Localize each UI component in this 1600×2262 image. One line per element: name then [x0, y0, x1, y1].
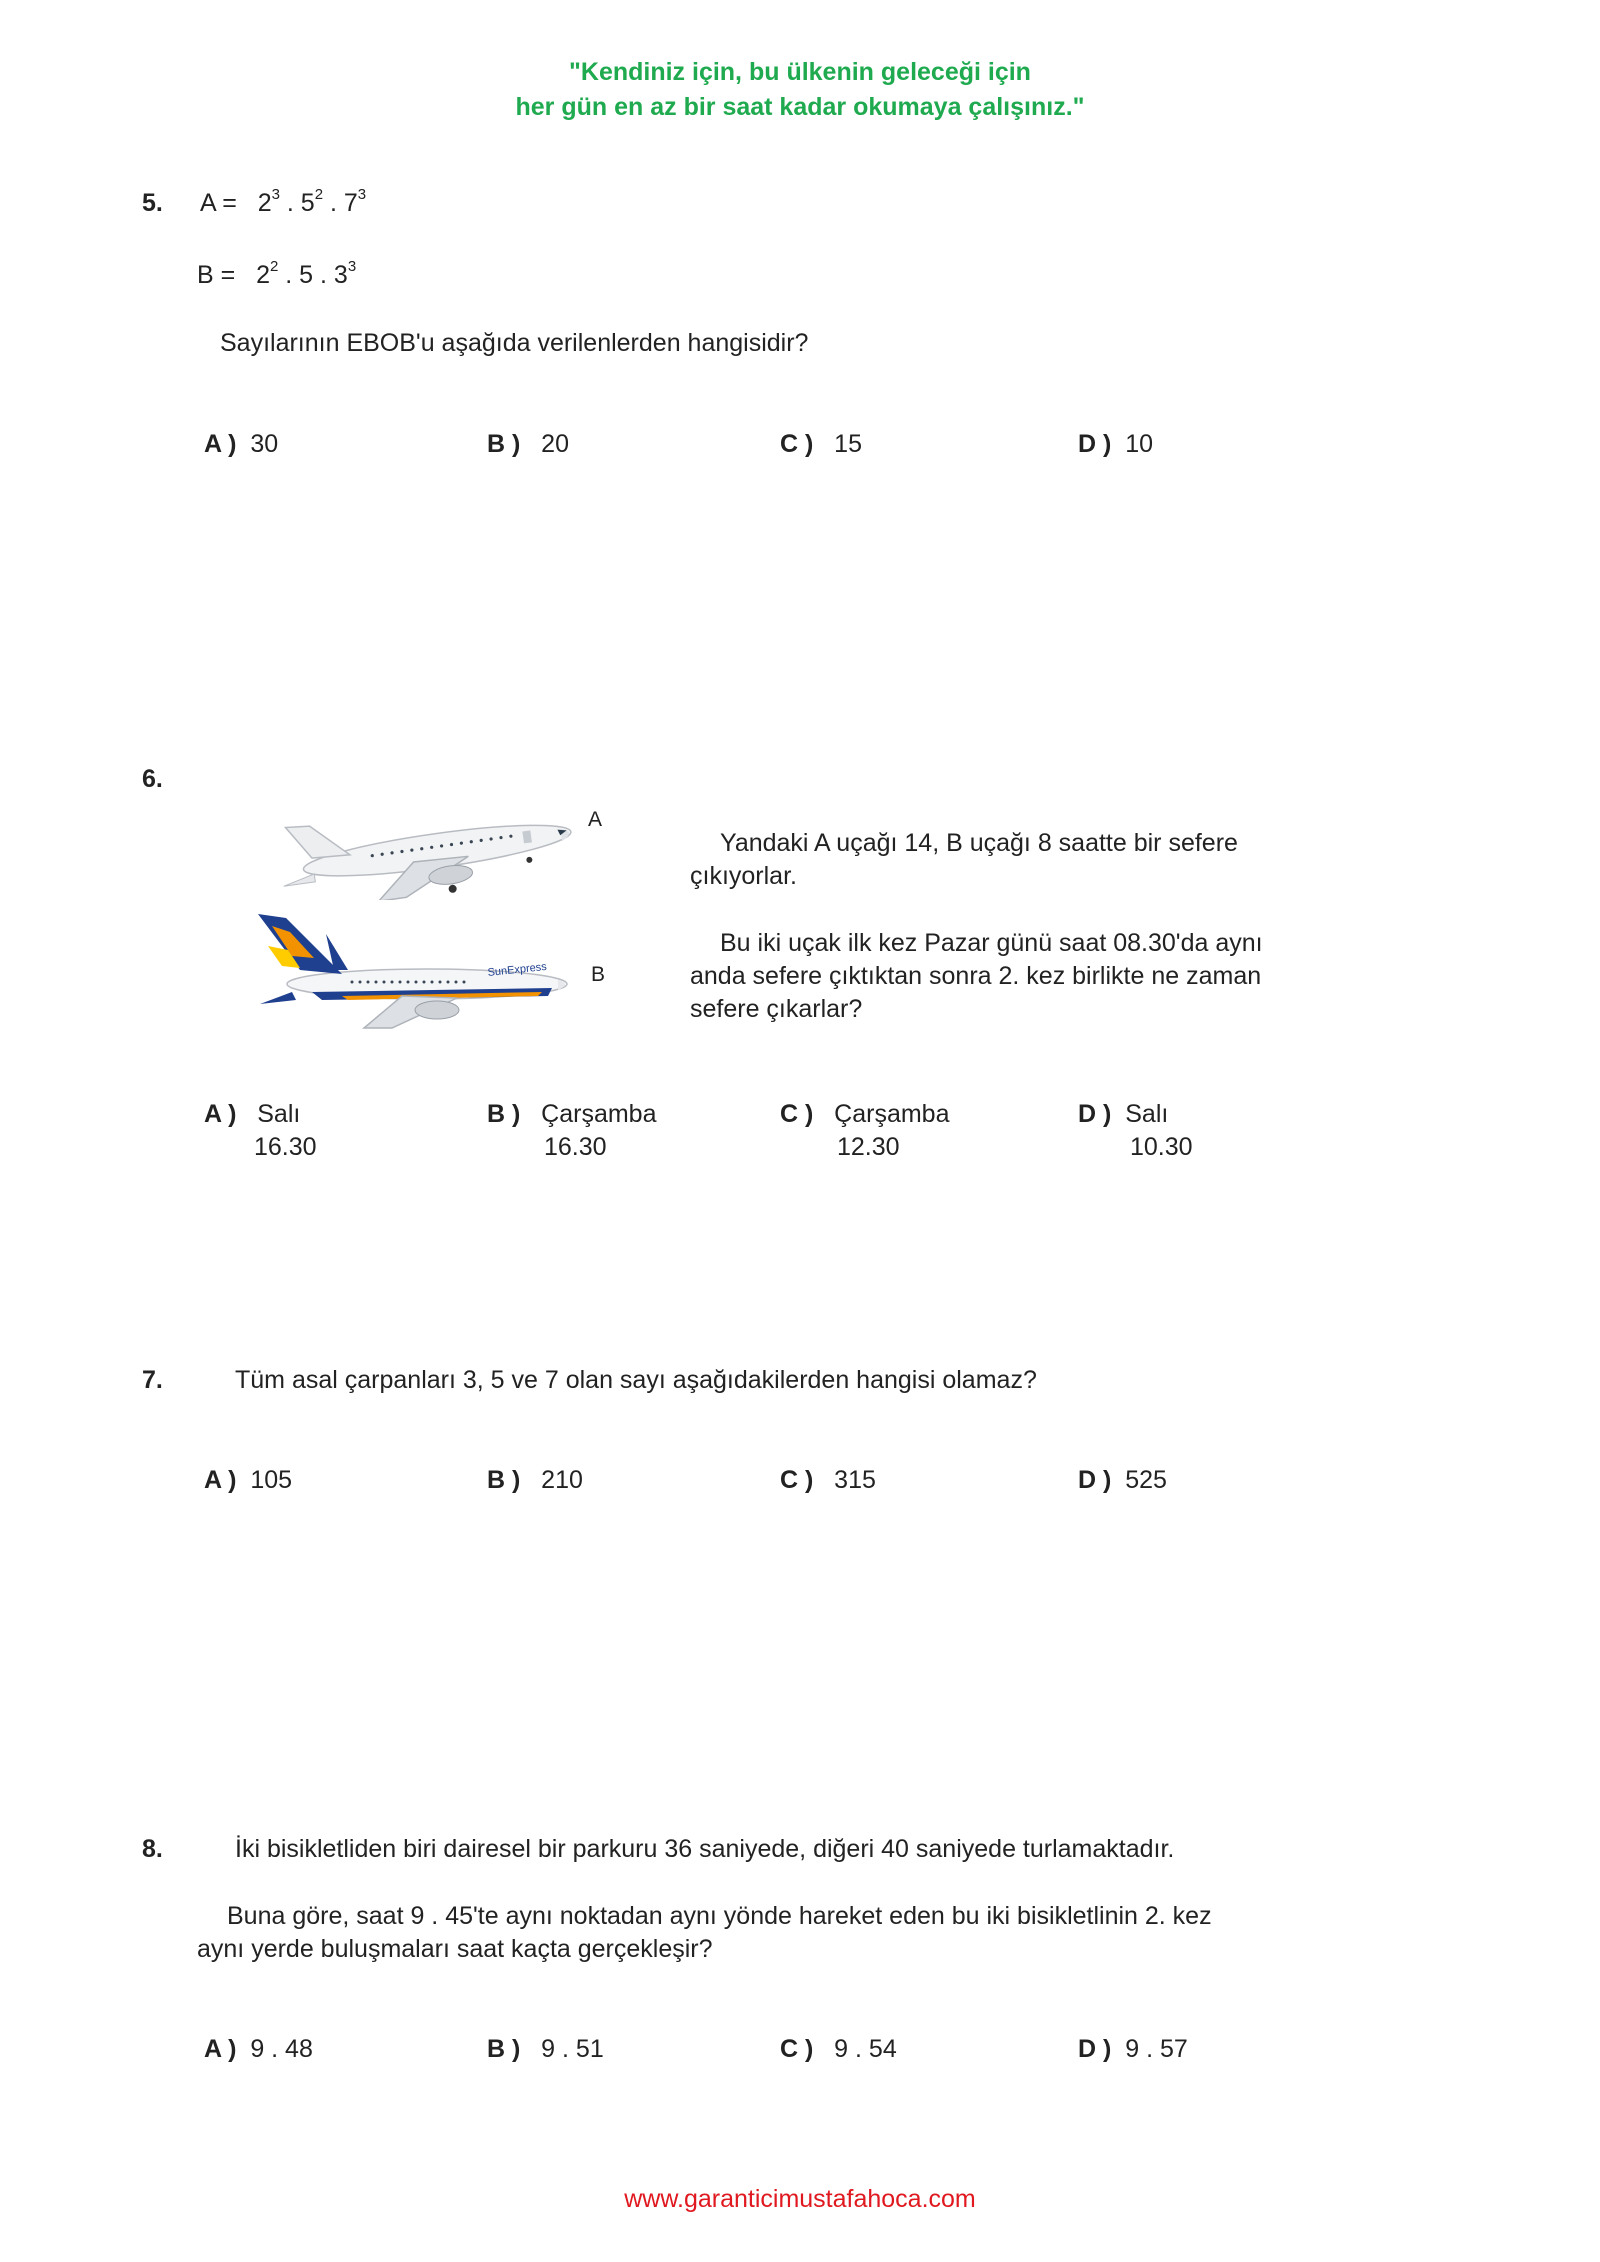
term-base: 3: [333, 261, 348, 289]
plane-b-image: [252, 910, 572, 1030]
term-exponent: 3: [271, 186, 280, 203]
option-d[interactable]: [1078, 1466, 1167, 1495]
set-a-label: A =: [200, 189, 237, 217]
dot-separator: .: [323, 189, 344, 217]
plane-b-label: B: [591, 963, 606, 986]
option-text: 525: [1125, 1466, 1167, 1494]
option-letter: B ): [487, 1466, 521, 1494]
option-d[interactable]: [1078, 430, 1153, 459]
plane-a-image: [272, 800, 582, 900]
option-letter: D ): [1078, 2035, 1112, 2063]
option-letter: B ): [487, 1100, 521, 1128]
option-letter: A ): [204, 1466, 237, 1494]
question-number: 6.: [142, 765, 163, 793]
option-b[interactable]: [487, 1098, 657, 1164]
plane-b-livery-text: SunExpress: [487, 960, 548, 979]
option-c[interactable]: [780, 2035, 897, 2064]
option-text: 20: [541, 430, 569, 458]
option-letter: D ): [1078, 1100, 1112, 1128]
option-b[interactable]: [487, 2035, 604, 2064]
question-text-line3: aynı yerde buluşmaları saat kaçta gerçekleşir?: [197, 1935, 713, 1963]
set-a-expression: [200, 186, 367, 218]
option-c[interactable]: [780, 430, 862, 459]
option-text: 9 . 57: [1125, 2035, 1188, 2063]
option-text: 30: [250, 430, 279, 458]
option-text: 105: [250, 1466, 293, 1494]
motto-line-2: her gün en az bir saat kadar okumaya çalışınız.": [515, 93, 1085, 121]
option-day: Çarşamba: [541, 1100, 657, 1128]
option-d[interactable]: [1078, 2035, 1188, 2064]
option-text: 315: [834, 1466, 876, 1494]
dot-separator: .: [313, 261, 334, 289]
term-base: 5: [299, 261, 314, 289]
option-letter: B ): [487, 2035, 521, 2063]
option-b[interactable]: [487, 1466, 583, 1495]
option-time: 12.30: [837, 1133, 900, 1161]
term-exponent: 3: [347, 258, 357, 275]
option-time: 10.30: [1130, 1133, 1193, 1161]
option-a[interactable]: [204, 2035, 313, 2064]
option-letter: C ): [780, 2035, 814, 2063]
option-day: Çarşamba: [834, 1100, 950, 1128]
term-base: 2: [257, 189, 272, 217]
question-number: 8.: [142, 1835, 163, 1863]
question-text: Sayılarının EBOB'u aşağıda verilenlerden hangisidir?: [220, 329, 809, 357]
question-text-p2: Bu iki uçak ilk kez Pazar günü saat 08.30'da aynı anda sefere çıktıktan sonra 2. kez birlikte ne zaman sefere çıkarlar?: [690, 929, 1263, 1023]
option-d[interactable]: [1078, 1098, 1193, 1164]
question-text: Tüm asal çarpanları 3, 5 ve 7 olan sayı aşağıdakilerden hangisi olamaz?: [235, 1366, 1037, 1394]
option-text: 9 . 51: [541, 2035, 604, 2063]
term-exponent: 2: [314, 186, 324, 203]
option-letter: A ): [204, 430, 237, 458]
option-letter: C ): [780, 430, 814, 458]
option-c[interactable]: [780, 1098, 950, 1164]
option-letter: D ): [1078, 1466, 1112, 1494]
option-text: 9 . 48: [250, 2035, 313, 2063]
question-text-line2: Buna göre, saat 9 . 45'te aynı noktadan aynı yönde hareket eden bu iki bisikletlinin 2. kez: [227, 1902, 1212, 1930]
option-text: 210: [541, 1466, 583, 1494]
option-a[interactable]: [204, 1466, 292, 1495]
question-text-p1: Yandaki A uçağı 14, B uçağı 8 saatte bir sefere çıkıyorlar.: [690, 829, 1238, 890]
term-base: 7: [343, 189, 358, 217]
option-b[interactable]: [487, 430, 569, 459]
question-number: 7.: [142, 1366, 163, 1394]
option-letter: A ): [204, 2035, 237, 2063]
option-letter: A ): [204, 1100, 237, 1128]
option-text: 15: [834, 430, 862, 458]
footer-website-link[interactable]: www.garanticimustafahoca.com: [624, 2185, 976, 2213]
option-letter: D ): [1078, 430, 1112, 458]
option-letter: C ): [780, 1100, 814, 1128]
set-b-label: B =: [197, 261, 236, 289]
dot-separator: .: [279, 189, 301, 217]
dot-separator: .: [278, 261, 300, 289]
question-text-line1: İki bisikletliden biri dairesel bir parkuru 36 saniyede, diğeri 40 saniyede turlamaktadır.: [235, 1835, 1175, 1863]
option-a[interactable]: [204, 1098, 317, 1164]
option-day: Salı: [257, 1100, 301, 1128]
term-base: 5: [300, 189, 315, 217]
motto-line-1: "Kendiniz için, bu ülkenin geleceği için: [569, 58, 1031, 86]
option-letter: B ): [487, 430, 521, 458]
option-time: 16.30: [254, 1133, 317, 1161]
set-b-expression: [197, 258, 357, 290]
plane-a-label: A: [588, 808, 603, 831]
option-letter: C ): [780, 1466, 814, 1494]
option-text: 10: [1125, 430, 1154, 458]
question-number: 5.: [142, 189, 163, 217]
option-text: 9 . 54: [834, 2035, 897, 2063]
term-exponent: 3: [357, 186, 367, 203]
option-c[interactable]: [780, 1466, 876, 1495]
option-a[interactable]: [204, 430, 278, 459]
option-time: 16.30: [544, 1133, 607, 1161]
term-exponent: 2: [269, 258, 279, 275]
option-day: Salı: [1125, 1100, 1169, 1128]
term-base: 2: [256, 261, 270, 289]
